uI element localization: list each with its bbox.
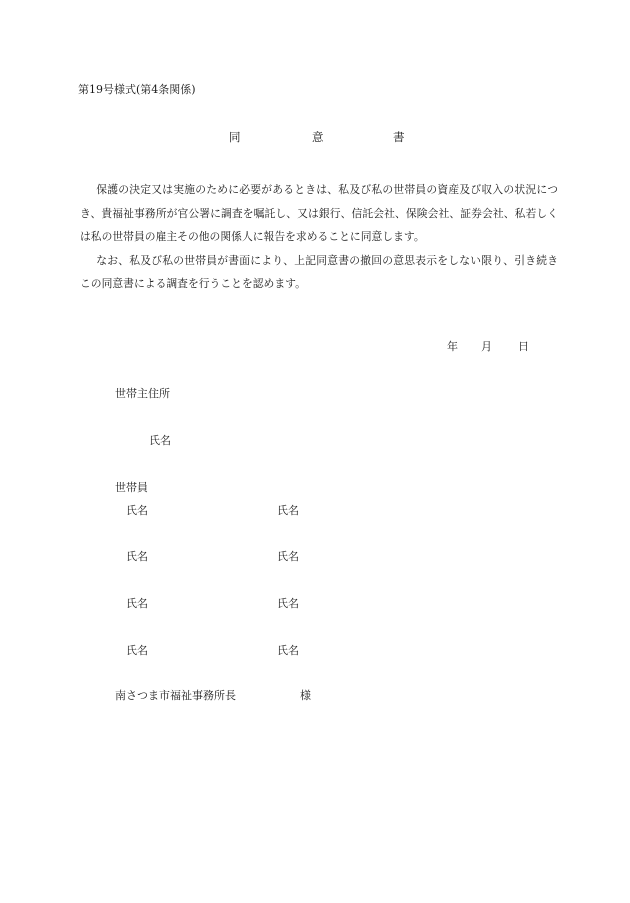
member-name-label: 氏名	[277, 504, 299, 517]
recipient-honorific: 様	[300, 689, 311, 702]
date-day-label: 日	[518, 340, 529, 353]
consent-paragraph-1: 保護の決定又は実施のために必要があるときは、私及び私の世帯員の資産及び収入の状況につき、貴福祉事務所が官公署に調査を嘱託し、又は銀行、信託会社、保険会社、証券会社、私若しくは私の世帯員の雇主その他の関係人に報告を求めることに同意します。	[80, 183, 558, 243]
member-name-label: 氏名	[126, 550, 148, 563]
consent-body	[80, 178, 558, 296]
householder-name-label: 氏名	[149, 434, 171, 447]
document-title-char-1: 同	[229, 130, 241, 144]
member-name-label: 氏名	[277, 597, 299, 610]
member-name-label: 氏名	[126, 644, 148, 657]
date-month-label: 月	[481, 340, 492, 353]
recipient-name: 南さつま市福祉事務所長	[115, 689, 236, 702]
household-members-label: 世帯員	[115, 481, 148, 494]
form-number: 第19号様式(第4条関係)	[78, 83, 196, 96]
member-name-label: 氏名	[277, 644, 299, 657]
document-title-char-2: 意	[312, 130, 324, 144]
member-name-label: 氏名	[277, 550, 299, 563]
consent-paragraph-2: なお、私及び私の世帯員が書面により、上記同意書の撤回の意思表示をしない限り、引き続きこの同意書による調査を行うことを認めます。	[80, 253, 558, 290]
member-name-label: 氏名	[126, 504, 148, 517]
date-year-label: 年	[447, 340, 458, 353]
document-title-char-3: 書	[393, 130, 405, 144]
member-name-label: 氏名	[126, 597, 148, 610]
householder-address-label: 世帯主住所	[115, 387, 170, 400]
